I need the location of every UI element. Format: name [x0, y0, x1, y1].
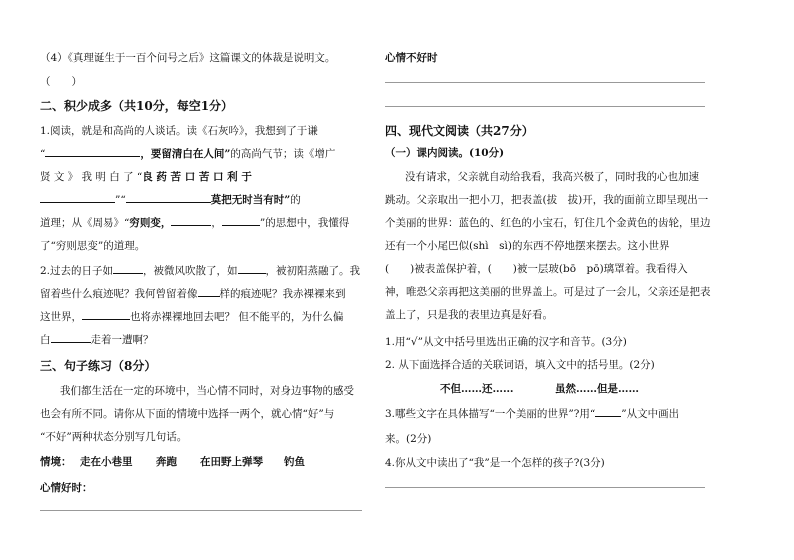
answer-line[interactable]: [385, 106, 705, 107]
s2-q2-text: 走着一遭啊？: [90, 334, 154, 346]
question-3: [385, 406, 679, 421]
s2-q1-bold: 良 药 苦 口 苦 口 利 于: [142, 171, 252, 183]
s2-q1-bold: ，要留清白在人间”: [140, 148, 231, 160]
good-mood-label: 心情好时：: [40, 482, 93, 494]
question-3-text: 3.哪些文字在具体描写“一个美丽的世界”?用“: [385, 408, 596, 420]
s2-q2-text: 2.过去的日子如: [40, 265, 114, 277]
s2-q1-text: 道理；从《周易》“: [40, 217, 130, 229]
s2-q2-text: 留着些什么痕迹呢？我何曾留着像: [40, 288, 198, 300]
passage-line: 盖上了，只是我的表里边真是好看。: [385, 309, 553, 321]
s3-instruction-line1: 我们都生活在一定的环境中，当心情不同时，对身边事物的感受: [60, 385, 354, 397]
question-1: 1.用“√”从文中括号里选出正确的汉字和音节。(3分): [385, 336, 627, 348]
s2-q1-text: ”的思想中，我懂得: [259, 217, 350, 229]
s2-q1-text: 的高尚气节；读《增广: [230, 148, 336, 160]
passage-line: 没有请求，父亲就自动给我看，我高兴极了，同时我的心也加速: [405, 171, 699, 183]
s2-q1-line2: [40, 146, 335, 161]
s2-q1-text: “: [120, 194, 126, 206]
subsection1-title: （一）课内阅读。(10分): [385, 147, 505, 159]
conjunction-option: 虽然……但是……: [555, 383, 639, 395]
blank-field[interactable]: [40, 192, 115, 203]
s2-q1-bold: 穷则变，: [129, 217, 172, 229]
s3-instruction-line3: “不好”两种状态分别写几句话。: [40, 431, 188, 443]
s2-q1-bold: 莫把无时当有时”: [210, 194, 291, 206]
s2-q1-line3: [40, 169, 252, 184]
scenario-option: 奔跑: [156, 456, 177, 468]
q4-answer-paren: （ ）: [40, 76, 82, 88]
s2-q1-text: 贤 文 》 我 明 白 了 “: [40, 171, 143, 183]
s2-q1-text: 的: [290, 194, 301, 206]
passage-line: 跳动。父亲取出一把小刀，把表盖(拔 拔)开，我的面前立即呈现出一: [385, 194, 709, 206]
blank-field[interactable]: [222, 215, 260, 226]
bad-mood-label: 心情不好时: [385, 52, 438, 64]
blank-field[interactable]: [238, 263, 266, 274]
s2-q1-line6: 了“穷则思变”的道理。: [40, 240, 146, 252]
s2-q2-text: 样的痕迹呢？我赤裸裸来到: [219, 288, 346, 300]
s2-q1-text: ，: [211, 217, 222, 229]
scenario-option: 走在小巷里: [80, 456, 133, 468]
s2-q2-text: 也将赤裸裸地回去吧？ 但不能平的，为什么偏: [130, 311, 344, 323]
s2-q2-line4: [40, 332, 154, 347]
underline-sample: [595, 406, 621, 417]
s2-q2-line3: [40, 309, 343, 324]
blank-field[interactable]: [82, 309, 130, 320]
question-3-cont: 来。(2分): [385, 433, 432, 445]
conjunction-option: 不但……还……: [440, 383, 514, 395]
s2-q1-line1: 1.阅读，就是和高尚的人谈话。读《石灰吟》，我想到了于谦: [40, 125, 318, 137]
scenario-option: 钓鱼: [284, 456, 305, 468]
s2-q2-text: 白: [40, 334, 51, 346]
s2-q2-text: ，被微风吹散了，如: [143, 265, 238, 277]
s2-q2-line2: [40, 286, 346, 301]
q4-statement: （4）《真理诞生于一百个问号之后》这篇课文的体裁是说明文。: [40, 52, 336, 64]
question-3-text: ”从文中画出: [621, 408, 680, 420]
section4-title: 四、现代文阅读（共27分）: [385, 124, 534, 138]
s2-q1-text: ”: [115, 194, 121, 206]
answer-line[interactable]: [385, 487, 705, 488]
passage-line: 神，唯恐父亲再把这美丽的世界盖上。可是过了一会儿，父亲还是把表: [385, 286, 711, 298]
passage-line: ( )被表盖保护着，( )被一层玻(bō pō)璃罩着。我看得入: [385, 263, 688, 275]
section3-title: 三、句子练习（8分）: [40, 359, 157, 373]
question-4: 4.你从文中读出了“我”是一个怎样的孩子?(3分): [385, 457, 605, 469]
s2-q1-line4: [40, 192, 301, 207]
answer-line[interactable]: [385, 82, 705, 83]
blank-field[interactable]: [51, 332, 91, 343]
passage-line: 还有一个小尾巴似(shì sì)的东西不停地摆来摆去。这小世界: [385, 240, 670, 252]
blank-field[interactable]: [45, 146, 140, 157]
blank-field[interactable]: [113, 263, 143, 274]
answer-line[interactable]: [40, 510, 362, 511]
passage-line: 个美丽的世界：蓝色的、红色的小宝石，钉住几个金黄色的齿轮，里边: [385, 217, 711, 229]
s2-q1-line5: [40, 215, 349, 230]
scenario-option: 在田野上弹琴: [200, 456, 263, 468]
question-2: 2. 从下面选择合适的关联词语，填入文中的括号里。(2分): [385, 359, 655, 371]
s2-q2-text: ，被初阳蒸融了。我: [265, 265, 361, 277]
scenario-label: 情境：: [40, 456, 72, 468]
s2-q2-line1: [40, 263, 360, 278]
s2-q2-text: 这世界，: [40, 311, 82, 323]
s3-instruction-line2: 也会有所不同。请你从下面的情境中选择一两个，就心情“好”与: [40, 408, 335, 420]
blank-field[interactable]: [171, 215, 211, 226]
section2-title: 二、积少成多（共10分，每空1分）: [40, 99, 234, 113]
blank-field[interactable]: [126, 192, 211, 203]
s2-q1-text: “: [40, 148, 46, 160]
blank-field[interactable]: [198, 286, 220, 297]
